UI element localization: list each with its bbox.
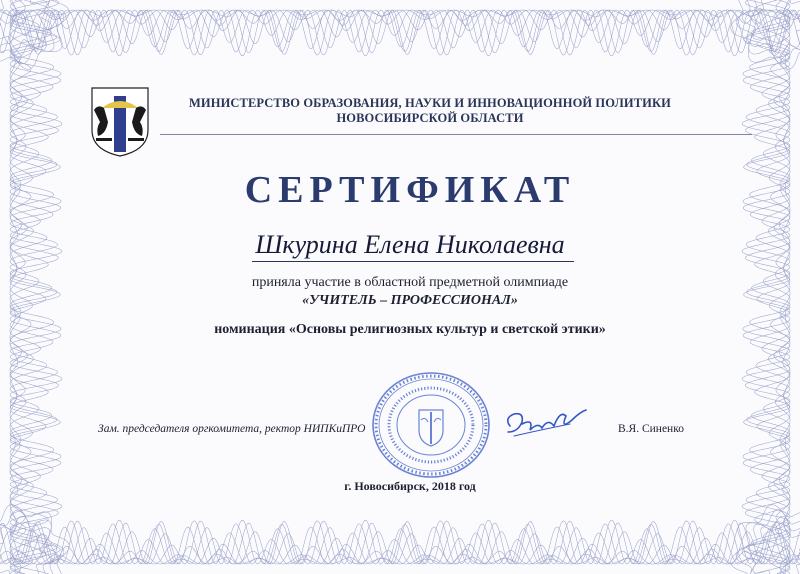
ministry-header — [160, 96, 700, 126]
official-seal-icon — [370, 370, 492, 480]
ministry-line-1: МИНИСТЕРСТВО ОБРАЗОВАНИЯ, НАУКИ И ИННОВАЦИОННОЙ ПОЛИТИКИ — [189, 96, 671, 110]
participation-text: приняла участие в областной предметной олимпиаде — [251, 275, 569, 290]
header-divider — [160, 134, 752, 135]
nomination: номинация «Основы религиозных культур и светской этики» — [214, 322, 606, 337]
signatory-name: В.Я. Синенко — [618, 423, 684, 435]
coat-of-arms-icon — [88, 86, 152, 158]
city-year: г. Новосибирск, 2018 год — [344, 479, 476, 493]
certificate-title: СЕРТИФИКАТ — [244, 169, 576, 211]
ministry-line-2: НОВОСИБИРСКОЙ ОБЛАСТИ — [336, 111, 524, 125]
recipient-name: Шкурина Елена Николаевна — [255, 230, 565, 259]
olympiad-name: «УЧИТЕЛЬ – ПРОФЕССИОНАЛ» — [302, 293, 518, 308]
signatory-role: Зам. председателя оргкомитета, ректор НИПКиПРО — [98, 423, 366, 435]
signature-icon — [500, 400, 592, 448]
name-underline — [252, 261, 574, 262]
